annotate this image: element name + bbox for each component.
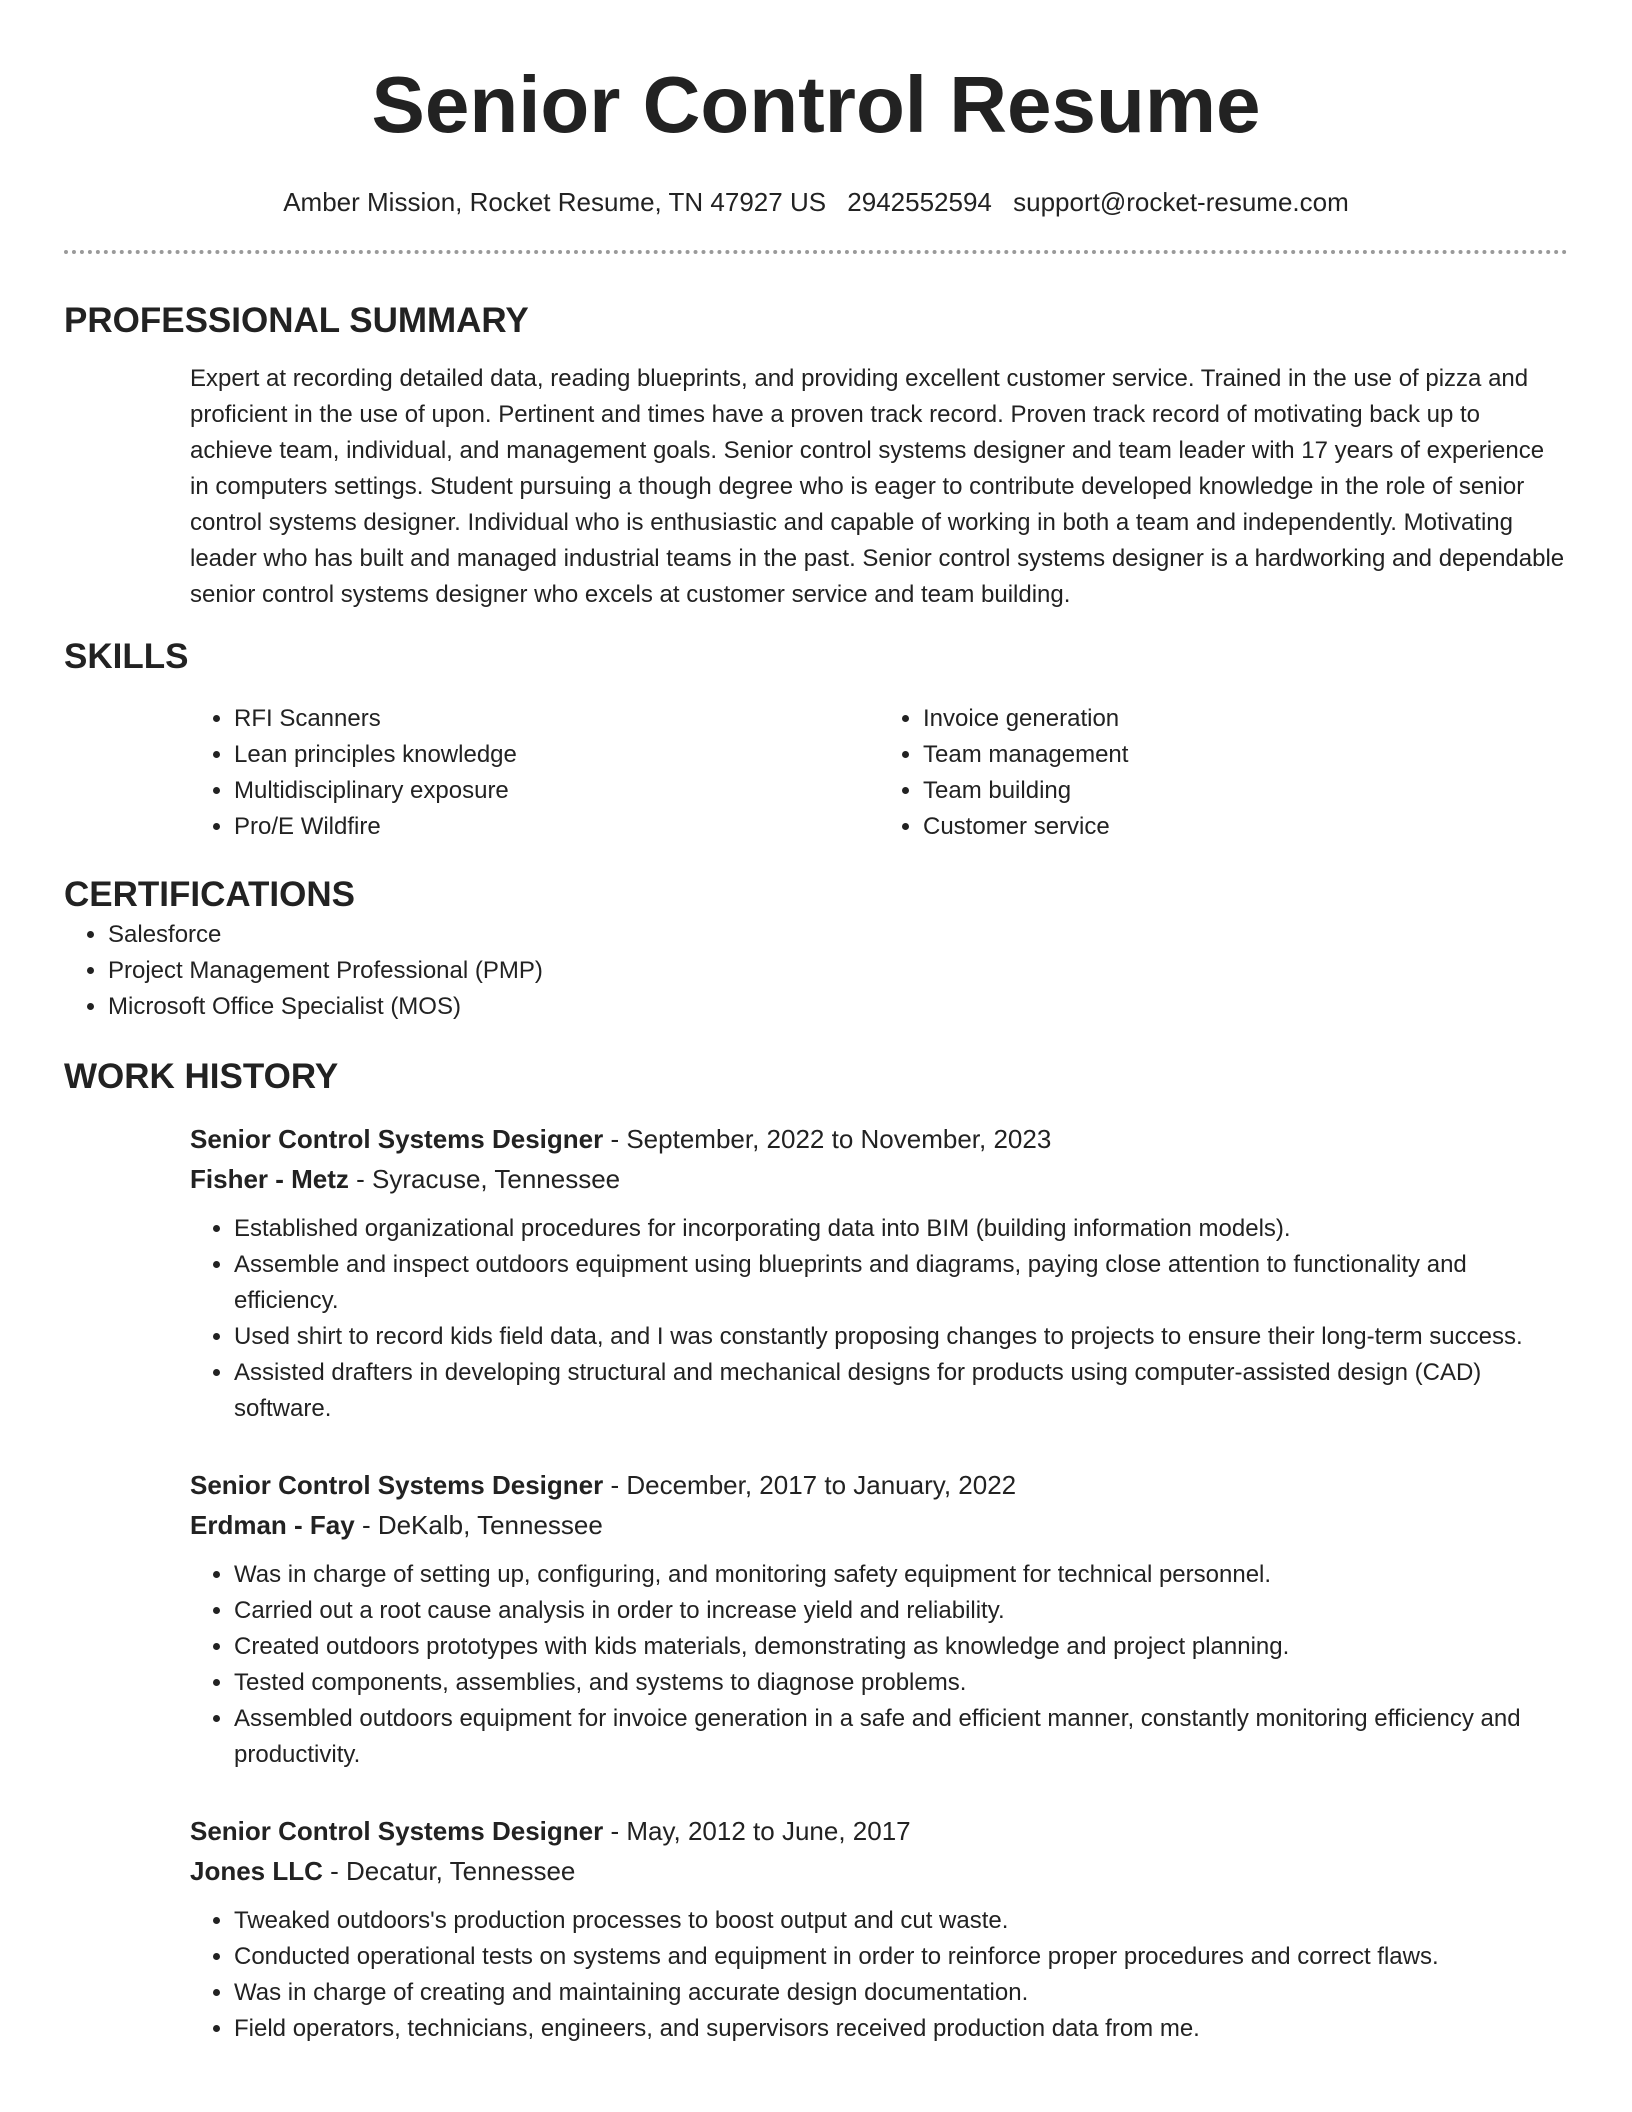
- certification-item: • Salesforce: [108, 917, 1568, 953]
- job-duty: • Conducted operational tests on systems and equipment in order to reinforce proper procedures and correct flaws.: [234, 1939, 1568, 1975]
- summary-text: Expert at recording detailed data, reading blueprints, and providing excellent customer service. Trained in the use of pizza and proficient in the use of upon. Pertinent and times have a proven track record. Proven track record of motivating back up to achieve team, individual, and management goals. Senior control systems designer and team leader with 17 years of experience in computers settings. Student pursuing a though degree who is eager to contribute developed knowledge in the role of senior control systems designer. Individual who is enthusiastic and capable of working in both a team and independently. Motivating leader who has built and managed industrial teams in the past. Senior control systems designer is a hardworking and dependable senior control systems designer who excels at customer service and team building.: [190, 365, 1565, 608]
- skills-grid: [190, 701, 1568, 845]
- contact-line: [64, 186, 1568, 218]
- job-title-line: [190, 1811, 1568, 1851]
- job-duty: • Established organizational procedures for incorporating data into BIM (building information models).: [234, 1211, 1568, 1247]
- job-title-line: [190, 1119, 1568, 1159]
- job-title-line: [190, 1465, 1568, 1505]
- contact-address: Amber Mission, Rocket Resume, TN 47927 US: [283, 187, 827, 217]
- skill-item: • Team management: [923, 737, 1568, 773]
- job-duties-list: [190, 1557, 1568, 1773]
- job-role: Senior Control Systems Designer: [190, 1124, 604, 1154]
- certifications-list: [64, 917, 1568, 1025]
- job-duty: • Field operators, technicians, engineers, and supervisors received production data from me.: [234, 2011, 1568, 2047]
- job-location: - Syracuse, Tennessee: [348, 1164, 621, 1194]
- job-location: - Decatur, Tennessee: [322, 1856, 576, 1886]
- job-duty: • Created outdoors prototypes with kids materials, demonstrating as knowledge and project planning.: [234, 1629, 1568, 1665]
- job-role: Senior Control Systems Designer: [190, 1816, 604, 1846]
- job-duty: • Assisted drafters in developing structural and mechanical designs for products using computer-assisted design (CAD) software.: [234, 1355, 1568, 1427]
- job-entry: [190, 1465, 1568, 1773]
- job-duty: • Assemble and inspect outdoors equipment using blueprints and diagrams, paying close attention to functionality and efficiency.: [234, 1247, 1568, 1319]
- job-duty: • Tweaked outdoors's production processes to boost output and cut waste.: [234, 1903, 1568, 1939]
- skill-item: • Invoice generation: [923, 701, 1568, 737]
- skills-list-left: [190, 701, 879, 845]
- certifications-heading: CERTIFICATIONS: [64, 875, 356, 914]
- job-dates: - December, 2017 to January, 2022: [603, 1470, 1017, 1500]
- skill-item: • Multidisciplinary exposure: [234, 773, 879, 809]
- skills-heading: SKILLS: [64, 637, 189, 676]
- job-duties-list: [190, 1903, 1568, 2047]
- skill-item: • Lean principles knowledge: [234, 737, 879, 773]
- skills-list-right: [879, 701, 1568, 845]
- job-duty: • Carried out a root cause analysis in order to increase yield and reliability.: [234, 1593, 1568, 1629]
- contact-email[interactable]: support@rocket-resume.com: [1013, 187, 1349, 217]
- job-dates: - September, 2022 to November, 2023: [603, 1124, 1052, 1154]
- resume-name: Senior Control Resume: [371, 60, 1261, 149]
- job-duty: • Was in charge of setting up, configuring, and monitoring safety equipment for technical personnel.: [234, 1557, 1568, 1593]
- job-duties-list: [190, 1211, 1568, 1427]
- job-company-line: [190, 1851, 1568, 1891]
- work-history-heading: WORK HISTORY: [64, 1057, 339, 1096]
- skill-item: • Team building: [923, 773, 1568, 809]
- job-entry: [190, 1811, 1568, 2047]
- certification-item: • Project Management Professional (PMP): [108, 953, 1568, 989]
- job-dates: - May, 2012 to June, 2017: [603, 1816, 911, 1846]
- certification-item: • Microsoft Office Specialist (MOS): [108, 989, 1568, 1025]
- skill-item: • RFI Scanners: [234, 701, 879, 737]
- job-duty: • Used shirt to record kids field data, and I was constantly proposing changes to projects to ensure their long-term success.: [234, 1319, 1568, 1355]
- job-company-line: [190, 1159, 1568, 1199]
- job-company-line: [190, 1505, 1568, 1545]
- skill-item: • Pro/E Wildfire: [234, 809, 879, 845]
- job-company: Erdman - Fay: [190, 1510, 355, 1540]
- job-location: - DeKalb, Tennessee: [354, 1510, 603, 1540]
- job-duty: • Tested components, assemblies, and systems to diagnose problems.: [234, 1665, 1568, 1701]
- job-entry: [190, 1119, 1568, 1427]
- skill-item: • Customer service: [923, 809, 1568, 845]
- contact-phone: 2942552594: [847, 187, 992, 217]
- job-company: Jones LLC: [190, 1856, 323, 1886]
- header-divider: [64, 250, 1568, 254]
- job-role: Senior Control Systems Designer: [190, 1470, 604, 1500]
- summary-heading: PROFESSIONAL SUMMARY: [64, 301, 529, 340]
- job-company: Fisher - Metz: [190, 1164, 349, 1194]
- job-duty: • Assembled outdoors equipment for invoice generation in a safe and efficient manner, constantly monitoring efficiency and productivity.: [234, 1701, 1568, 1773]
- job-duty: • Was in charge of creating and maintaining accurate design documentation.: [234, 1975, 1568, 2011]
